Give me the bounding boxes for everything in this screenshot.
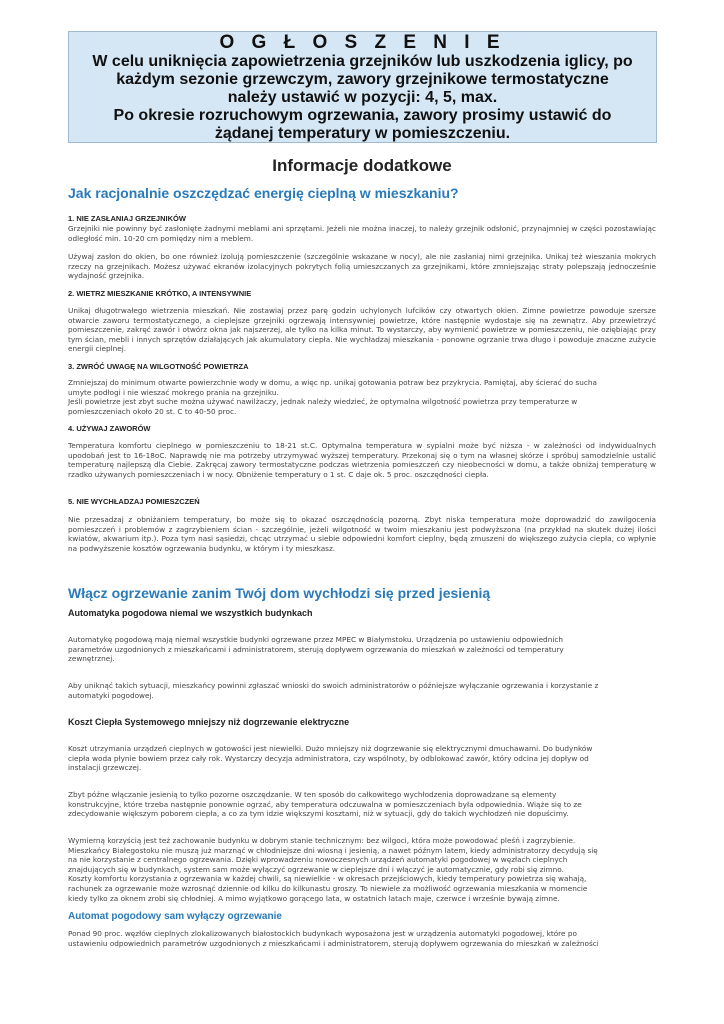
item3-line: pomieszczeniach około 20 st. C to 40-50 proc. [68,406,237,416]
item3-line: umyte podłogi i nie wieszać mokrego prania na grzejniku. [68,387,279,397]
section2-subheading-blue: Automat pogodowy sam wyłączy ogrzewanie [68,911,282,922]
section1-heading: Jak racjonalnie oszczędzać energię cieplną w mieszkaniu? [68,185,459,201]
text-line: Mieszkańcy Białegostoku nie muszą już marznąć w chłodniejsze dni wiosną i jesienią, a nawet późnym latem, kiedy administratorzy decydują się [68,845,598,855]
item2-title: 2. WIETRZ MIESZKANIE KRÓTKO, A INTENSYWNIE [68,289,252,298]
notice-line: żądanej temperatury w pomieszczeniu. [214,125,511,142]
notice-box [68,31,657,143]
item2-paragraph: Unikaj długotrwałego wietrzenia mieszkań. Nie zostawiaj przez parę godzin uchylonych lufcików czy otwartych okien. Zimne powietrze powoduje szersze otwarcie zaworu termostatycznego, a cieplejsze grzejniki ogrzewają intensywniej powietrze, które następnie wydostaje się na zewnątrz. Aby przewietrzyć pomieszczenie, zakręć zawór i otwórz okna jak najszerzej, ale tylko na kilka minut. To wystarczy, aby wymienić powietrze w pomieszczeniu, nie oziębiając przy tym ścian, mebli i innych sprzętów działających jak akumulatory ciepła. Nie wychładzaj mieszkania - ponowne ogrzanie trwa długo i powoduje znaczne zużycie energii cieplnej. [68,306,656,354]
text-line: rachunek za ogrzewanie może wzrosnąć dziennie od kilku do kilkunastu groszy. To niewiele za możliwość ogrzewania mieszkania w momencie [68,883,588,893]
text-line: zewnętrznej. [68,654,115,664]
text-line: konstrukcyjne, które trzeba następnie ponownie ogrzać, aby temperatura odczuwalna w pomieszczeniach była odpowiednia. Wiąże się to ze [68,799,582,809]
text-line: parametrów uzgodnionych z mieszkańcami i administratorem, sterują dopływem ogrzewania do mieszkań w zależności od temperatury [68,644,564,654]
notice-title: O G Ł O S Z E N I E [219,32,506,53]
text-line: automatyki pogodowej. [68,690,154,700]
section2-paragraph [68,681,656,700]
item3-title: 3. ZWRÓĆ UWAGĘ NA WILGOTNOŚĆ POWIETRZA [68,362,249,371]
section2-paragraph [68,790,656,819]
item1-paragraph: Grzejniki nie powinny być zasłonięte żadnymi meblami ani sprzętami. Jeżeli nie można inaczej, to należy grzejnik odsłonić, przynajmniej w części pozostawiając odległość min. 10-20 cm pomiędzy nim a meblem. [68,224,656,243]
text-line: Automatykę pogodową mają niemal wszystkie budynki ogrzewane przez MPEC w Białymstoku. Urządzenia po ustawieniu odpowiednich [68,635,563,644]
text-line: na nie korzystanie z centralnego ogrzewania. Dzięki wprowadzeniu nowoczesnych urządzeń automatyki pogodowej w węzłach cieplnych [68,855,568,865]
text-line: znajdujących się w budynkach, system sam może wyłączyć ogrzewanie w cieplejsze dni i włączyć je automatycznie, gdy robi się zimno. [68,864,564,874]
notice-line: Po okresie rozruchowym ogrzewania, zawory prosimy ustawić do [113,107,612,124]
item5-paragraph: Nie przesadzaj z obniżaniem temperatury, bo może się to okazać oszczędnością pozorną. Zbyt niska temperatura może doprowadzić do zawilgocenia pomieszczeń i problemów z zagrzybieniem ścian - szczególnie, jeżeli wilgotność w twoim mieszkaniu jest podwyższona (na przykład na skutek dużej ilości kwiatów, akwarium itp.). Poza tym nasi sąsiedzi, chcąc utrzymać u siebie odpowiedni komfort cieplny, będą zmuszeni do większego zużycia ciepła, co wpłynie na podwyższenie kosztów ogrzewania budynku, w którym i ty mieszkasz. [68,515,656,553]
item1-title: 1. NIE ZASŁANIAJ GRZEJNIKÓW [68,214,186,223]
section2-paragraph [68,929,656,948]
section2-subheading: Koszt Ciepła Systemowego mniejszy niż dogrzewanie elektryczne [68,717,350,727]
item4-paragraph: Temperatura komfortu cieplnego w pomieszczeniu to 18-21 st.C. Optymalna temperatura w sypialni może być niższa - w zależności od indywidualnych upodobań jest to 16-18oC. Naprawdę nie ma potrzeby utrzymywać wyższej temperatury. Przekonaj się o tym na własnej skórze i spróbuj samodzielnie ustalić temperaturę najlepszą dla Ciebie. Zakręcaj zawory termostatyczne podczas wietrzenia pomieszczeń czy nieobecności w domu, a także obniżaj temperaturę w rzadko używanych pomieszczeniach i w nocy. Obniżenie temperatury o 1 st. C daje ok. 5 proc. oszczędności ciepła. [68,441,656,479]
section2-paragraph [68,744,656,773]
item3-line: Jeśli powietrze jest zbyt suche można używać nawilżaczy, jednak należy wiedzieć, że optymalna wilgotność powietrza przy temperaturze w [68,397,578,407]
text-line: zdecydowanie większym poborem ciepła, a co za tym idzie większymi kosztami, niż w sytuacji, gdy do takich wychłodzeń nie dopuścimy. [68,809,569,819]
text-line: kiedy tylko za oknem zrobi się chłodniej. A mimo wyjątkowo gorącego lata, w ostatnich latach maje, czerwce i wrześnie bywają zimne. [68,893,560,903]
notice-line: każdym sezonie grzewczym, zawory grzejnikowe termostatyczne [116,71,609,88]
text-line: Wymierną korzyścią jest też zachowanie budynku w dobrym stanie technicznym: bez wilgoci, która może powodować pleśń i zagrzybienie. [68,836,576,845]
text-line: ciepła woda płynie bowiem przez cały rok. Wystarczy decyzja administratora, czy wspólnoty, by odblokować zawór, który odcina jej dopływ od [68,753,589,763]
text-line: Ponad 90 proc. węzłów cieplnych zlokalizowanych białostockich budynkach wyposażona jest w urządzenia automatyki pogodowej, które po [68,929,577,938]
text-line: ustawieniu odpowiednich parametrów uzgodnionych z mieszkańcami i administratorem, sterują dopływem ogrzewania do mieszkań w zależności [68,938,599,948]
section2-heading: Włącz ogrzewanie zanim Twój dom wychłodzi się przed jesienią [68,585,491,601]
item3-line: Zmniejszaj do minimum otwarte powierzchnie wody w domu, a więc np. unikaj gotowania potraw bez przykrycia. Pamiętaj, aby ścierać do sucha [68,378,597,387]
notice-line: W celu uniknięcia zapowietrzenia grzejników lub uszkodzenia iglicy, po [92,53,633,70]
text-line: Koszty komfortu korzystania z ogrzewania w każdej chwili, są niewielkie - w okresach przejściowych, kiedy temperatury powietrza się wahają, [68,874,587,884]
info-heading: Informacje dodatkowe [272,156,452,175]
section2-paragraph [68,836,656,903]
notice-line: należy ustawić w pozycji: 4, 5, max. [227,89,498,106]
section2-paragraph [68,635,656,664]
section2-subheading: Automatyka pogodowa niemal we wszystkich budynkach [68,608,313,618]
text-line: Koszt utrzymania urządzeń cieplnych w gotowości jest niewielki. Dużo mniejszy niż dogrzewanie się elektrycznymi dmuchawami. Do budynków [68,744,593,753]
item4-title: 4. UŻYWAJ ZAWORÓW [68,424,151,433]
text-line: Zbyt późne włączanie jesienią to tylko pozorne oszczędzanie. W ten sposób do całkowitego wychłodzenia doprowadzane są elementy [68,790,557,799]
text-line: Aby uniknąć takich sytuacji, mieszkańcy powinni zgłaszać wnioski do swoich administratorów o późniejsze wyłączanie ogrzewania i korzystanie z [68,681,599,690]
item3-paragraph [68,378,656,416]
item5-title: 5. NIE WYCHŁADZAJ POMIESZCZEŃ [68,497,200,506]
text-line: instalacji grzewczej. [68,763,142,773]
item1-paragraph: Używaj zasłon do okien, bo one również izolują pomieszczenie (szczególnie wskazane w nocy), ale nie zasłaniaj nimi grzejnika. Unikaj też wieszania mokrych rzeczy na grzejnikach. Możesz używać ekranów izolacyjnych pokrytych folią umieszczanych za grzejnikami, które zmniejszając straty polepszają jednocześnie wydajność grzejnika. [68,252,656,281]
